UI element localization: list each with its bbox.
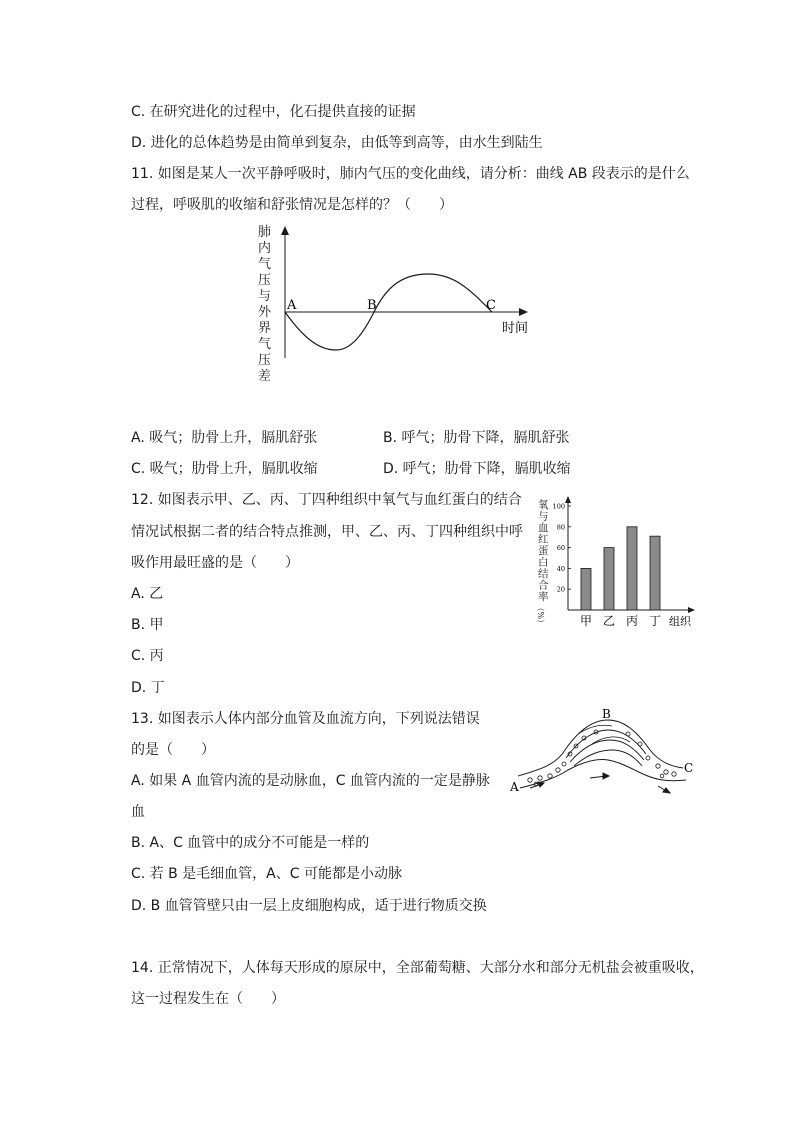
option-d-line: D. 进化的总体趋势是由简单到复杂，由低等到高等，由水生到陆生 (131, 135, 543, 151)
y-label-char: 蛋 (538, 545, 549, 557)
y-tick-label: 40 (556, 564, 565, 573)
bar (604, 548, 614, 610)
y-tick-label: 100 (552, 502, 565, 511)
y-label-char: 血 (538, 522, 549, 534)
question-14-stem-line2: 这一过程发生在（ ） (131, 991, 285, 1007)
ylabel-char: 气 (258, 337, 272, 352)
ylabel-char: 压 (258, 353, 272, 368)
x-axis-label: 组织 (669, 615, 691, 628)
y-tick-label: 80 (556, 523, 565, 532)
question-12-stem-line2: 情况试根据二者的结合特点推测，甲、乙、丙、丁四种组织中呼 (131, 524, 523, 540)
figure-12-bars (581, 527, 660, 610)
ylabel-char: 差 (258, 369, 272, 384)
x-tick-label: 丙 (625, 614, 639, 628)
ylabel-char: 内 (258, 241, 272, 256)
option-c-line: C. 在研究进化的过程中，化石提供直接的证据 (131, 104, 416, 120)
bar (581, 568, 591, 610)
question-11-option-b: B. 呼气；肋骨下降，膈肌舒张 (383, 430, 570, 446)
x-axis-arrow (688, 607, 695, 613)
question-13-option-a-line2: 血 (131, 804, 145, 820)
vessel-outer-top (518, 720, 683, 776)
question-12-option-b: B. 甲 (131, 617, 164, 633)
figure-12-x-labels (580, 614, 692, 628)
y-label-char: 与 (538, 510, 549, 523)
point-a-label: A (287, 298, 297, 313)
blood-cells (528, 730, 676, 786)
x-axis-arrow (519, 308, 528, 316)
point-b-label: B (367, 298, 377, 313)
question-13-option-d: D. B 血管管壁只由一层上皮细胞构成，适于进行物质交换 (131, 898, 487, 914)
bar (650, 536, 660, 610)
y-tick-label: 60 (556, 544, 565, 553)
y-label-char: 合 (538, 579, 549, 592)
question-12-option-c: C. 丙 (131, 648, 164, 664)
capillary-line (570, 740, 644, 762)
y-label-char: 结 (538, 568, 549, 580)
question-11-stem-line1: 11. 如图是某人一次平静呼吸时，肺内气压的变化曲线，请分析：曲线 AB 段表示的是什么 (131, 166, 690, 182)
ylabel-char: 气 (258, 257, 272, 272)
x-tick-label: 丁 (648, 614, 662, 628)
question-14-stem-line1: 14. 正常情况下，人体每天形成的原尿中，全部葡萄糖、大部分水和部分无机盐会被重吸收， (131, 960, 704, 976)
question-13-stem-line1: 13. 如图表示人体内部分血管及血流方向，下列说法错误 (131, 711, 480, 727)
point-c-label: C (486, 298, 496, 313)
x-tick-label: 甲 (579, 614, 593, 628)
vessel-a-label: A (510, 780, 519, 794)
question-11-option-a: A. 吸气；肋骨上升，膈肌舒张 (131, 430, 318, 446)
ylabel-char: 与 (258, 289, 272, 304)
question-12-option-d: D. 丁 (131, 680, 165, 696)
vessel-c-label: C (684, 761, 694, 775)
figure-13-blood-vessels (508, 708, 698, 796)
question-13-option-b: B. A、C 血管中的成分不可能是一样的 (131, 835, 370, 851)
y-axis-arrow (281, 226, 289, 235)
y-label-char: （%） (536, 603, 545, 628)
ylabel-char: 界 (258, 321, 272, 336)
y-label-char: 白 (538, 556, 549, 569)
ylabel-char: 外 (258, 305, 272, 320)
y-label-char: 率 (538, 591, 549, 603)
ylabel-char: 肺 (258, 225, 272, 240)
figure-11-pressure-curve (250, 222, 540, 400)
question-12-stem-line1: 12. 如图表示甲、乙、丙、丁四种组织中氧气与血红蛋白的结合 (131, 492, 522, 508)
question-12-stem-line3: 吸作用最旺盛的是（ ） (131, 555, 299, 571)
question-12-option-a: A. 乙 (131, 586, 164, 602)
bar (627, 527, 637, 610)
y-tick-label: 20 (556, 585, 565, 594)
y-label-char: 红 (538, 533, 549, 546)
x-axis-label: 时间 (502, 321, 529, 336)
question-11-option-c: C. 吸气；肋骨上升，膈肌收缩 (131, 461, 318, 477)
capillary-line (574, 750, 642, 766)
y-axis-arrow (565, 496, 571, 503)
figure-12-y-label (536, 498, 549, 627)
y-label-char: 氧 (538, 499, 549, 511)
figure-11-y-label (258, 224, 272, 384)
question-13-stem-line2: 的是（ ） (131, 742, 215, 758)
question-13-option-c: C. 若 B 是毛细血管，A、C 可能都是小动脉 (131, 866, 402, 882)
ylabel-char: 压 (258, 273, 272, 288)
question-13-option-a-line1: A. 如果 A 血管内流的是动脉血，C 血管内流的一定是静脉 (131, 773, 490, 789)
x-tick-label: 乙 (602, 614, 616, 628)
question-11-option-d: D. 呼气；肋骨下降，膈肌收缩 (383, 461, 571, 477)
vessel-b-label: B (602, 708, 611, 721)
figure-12-bar-chart (532, 492, 698, 634)
question-11-stem-line2: 过程，呼吸肌的收缩和舒张情况是怎样的？（ ） (131, 197, 453, 213)
